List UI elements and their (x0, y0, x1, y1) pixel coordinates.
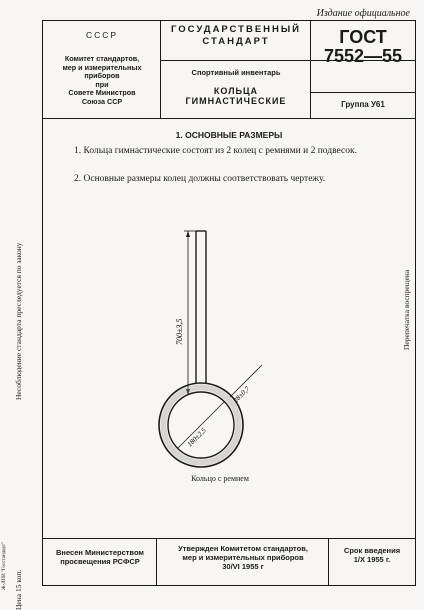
effective-date (330, 546, 414, 564)
side-note-left (8, 100, 28, 610)
header-divider (42, 118, 416, 119)
inner-diameter-line (178, 402, 224, 448)
side-note-right (402, 100, 416, 360)
introduced-by (44, 548, 156, 566)
approved-by-line: Утвержден Комитетом стандартов, (178, 544, 308, 553)
approved-by-line: 30/VI 1955 г (222, 562, 264, 571)
committee-line: Комитет стандартов, (64, 54, 140, 63)
committee-block (44, 55, 160, 107)
price-label: Цена 15 коп. (14, 569, 23, 610)
reprint-notice: Перепечатка воспрещена (402, 269, 411, 350)
length-dimension-label: 700±3,5 (175, 318, 184, 345)
legal-notice: Несоблюдение стандарта преследуется по закону (14, 242, 23, 400)
committee-line: при (95, 79, 109, 89)
section-title: 1. ОСНОВНЫЕ РАЗМЕРЫ (175, 130, 283, 140)
title-line: КОЛЬЦА (213, 86, 259, 96)
introduced-by-line: просвещения РСФСР (60, 557, 140, 566)
printer-imprint-text: Ж-ЛПИ "Госстандарт" (2, 541, 7, 590)
state-standard-line: СТАНДАРТ (202, 36, 270, 47)
length-arrow-top (186, 231, 190, 237)
inner-diameter-label: 180±2,5 (185, 426, 208, 449)
category-label: Спортивный инвентарь (191, 68, 281, 77)
approved-by-line: мер и измерительных приборов (182, 553, 304, 562)
effective-date-line: Срок введения (343, 546, 401, 555)
header-column-divider-1 (160, 20, 161, 118)
committee-line: приборов (84, 71, 120, 81)
document-title (162, 86, 310, 106)
drawing-caption: Кольцо с ремнем (191, 474, 249, 483)
footer-column-divider-1 (156, 538, 157, 586)
gost-label: ГОСТ (339, 27, 387, 47)
group-label: Группа У61 (341, 100, 385, 109)
footer-divider (42, 538, 416, 539)
state-standard-line: ГОСУДАРСТВЕННЫЙ (170, 24, 301, 35)
printer-imprint (2, 520, 12, 590)
footer-column-divider-2 (328, 538, 329, 586)
committee-line: мер и измерительных (62, 62, 142, 72)
gost-code: 7552—55 (323, 46, 403, 66)
title-line: ГИМНАСТИЧЕСКИЕ (185, 96, 287, 106)
state-standard-heading (162, 24, 310, 48)
introduced-by-line: Внесен Министерством (56, 548, 144, 557)
paragraph-1 (60, 145, 400, 158)
section-dimension-label: 28±0,7 (231, 384, 252, 405)
paragraph-1-text: 1. Кольца гимнастические состоят из 2 колец с ремнями и 2 подвесок. (74, 146, 357, 156)
paragraph-2 (60, 173, 400, 186)
ussr-label: СССР (85, 30, 119, 40)
gost-group-divider (310, 92, 416, 93)
ring-drawing (150, 225, 300, 475)
approved-by (158, 544, 328, 571)
header-column-divider-2 (310, 20, 311, 118)
edition-note: Издание официальное (316, 8, 410, 19)
committee-line: Совете Министров (68, 88, 136, 98)
paragraph-2-text: 2. Основные размеры колец должны соответствовать чертежу. (74, 174, 326, 184)
committee-line: Союза ССР (81, 96, 123, 106)
effective-date-line: 1/X 1955 г. (353, 555, 391, 564)
gost-number (312, 28, 414, 66)
